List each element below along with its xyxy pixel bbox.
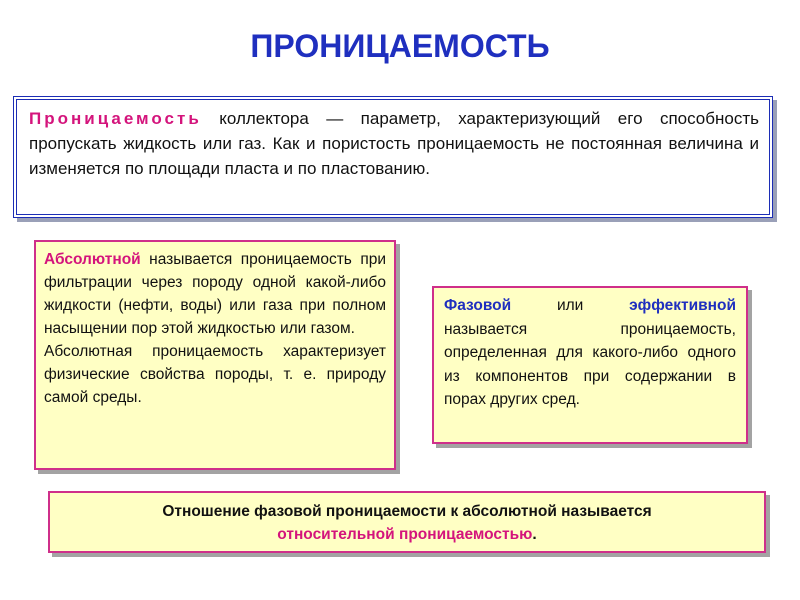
phase-connector: или [511, 297, 630, 314]
absolute-text: называется проницаемость при фильтрации через породу одной какой-либо жидкости (нефти, воды) или газа при полном насыщении пор этой жидкостью или газом. [44, 251, 386, 337]
definition-term: Проницаемость [29, 109, 202, 128]
relative-term: относительной проницаемостью [277, 526, 533, 543]
absolute-term: Абсолютной [44, 251, 141, 268]
relative-permeability-box [48, 491, 766, 553]
absolute-paragraph [44, 248, 386, 340]
relative-text: Отношение фазовой проницаемости к абсолютной называется [162, 503, 652, 520]
page-title: ПРОНИЦАЕМОСТЬ [250, 28, 550, 64]
effective-term: эффективной [629, 297, 736, 314]
absolute-permeability-box [34, 240, 396, 470]
absolute-paragraph-2: Абсолютная проницаемость характеризует физические свойства породы, т. е. природу самой среды. [44, 343, 386, 406]
phase-permeability-box [432, 286, 748, 444]
definition-box [13, 96, 773, 218]
phase-term: Фазовой [444, 297, 512, 314]
definition-text: коллектора — параметр, характеризующий его способность пропускать жидкость или газ. Как и пористость проницаемость не постоянная величина и изменяется по площади пласта и по пластованию. [29, 109, 759, 178]
phase-text: называется проницаемость, определенная для какого-либо одного из компонентов при содержании в порах других сред. [444, 320, 736, 408]
relative-end: . [532, 526, 537, 543]
